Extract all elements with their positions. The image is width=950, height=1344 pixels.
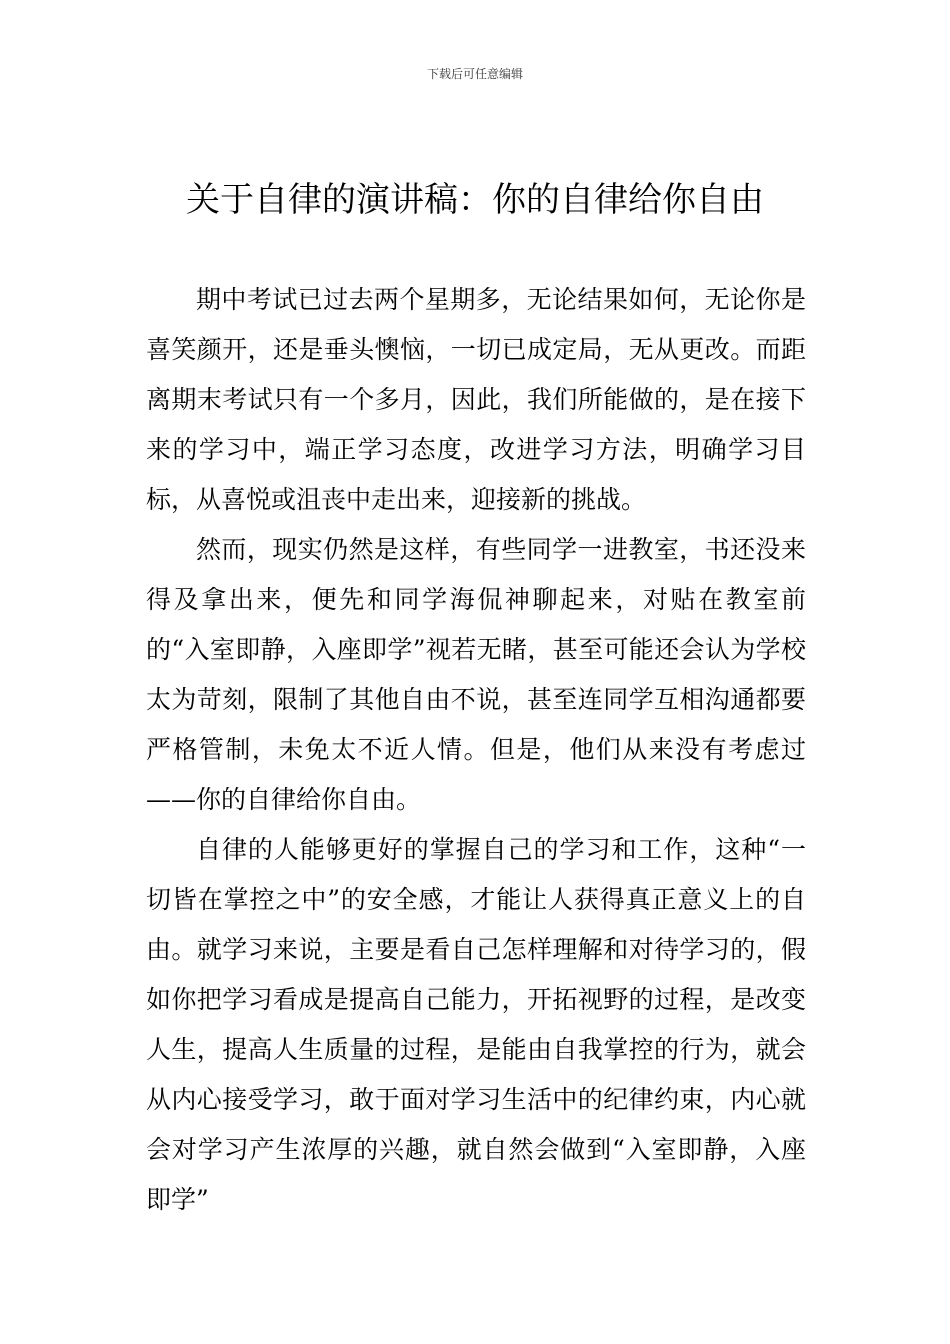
header-note: 下载后可任意编辑 <box>426 67 523 81</box>
paragraph-2: 然而，现实仍然是这样，有些同学一进教室，书还没来得及拿出来，便先和同学海侃神聊起来，对贴在教室前的“入室即静，入座即学”视若无睹，甚至可能还会认为学校太为苛刻，限制了其他自由不说，甚至连同学互相沟通都要严格管制，未免太不近人情。但是，他们从来没有考虑过——你的自律给你自由。 <box>146 535 806 814</box>
document-title: 关于自律的演讲稿：你的自律给你自由 <box>186 180 764 220</box>
paragraph-3: 自律的人能够更好的掌握自己的学习和工作，这种“一切皆在掌控之中”的安全感，才能让人获得真正意义上的自由。就学习来说，主要是看自己怎样理解和对待学习的，假如你把学习看成是提高自己能力，开拓视野的过程，是改变人生，提高人生质量的过程，是能由自我掌控的行为，就会从内心接受学习，敢于面对学习生活中的纪律约束，内心就会对学习产生浓厚的兴趣，就自然会做到“入室即静，入座即学” <box>146 835 806 1214</box>
paragraph-1: 期中考试已过去两个星期多，无论结果如何，无论你是喜笑颜开，还是垂头懊恼，一切已成定局，无从更改。而距离期末考试只有一个多月，因此，我们所能做的，是在接下来的学习中，端正学习态度，改进学习方法，明确学习目标，从喜悦或沮丧中走出来，迎接新的挑战。 <box>146 285 806 514</box>
document-body <box>146 275 806 1225</box>
